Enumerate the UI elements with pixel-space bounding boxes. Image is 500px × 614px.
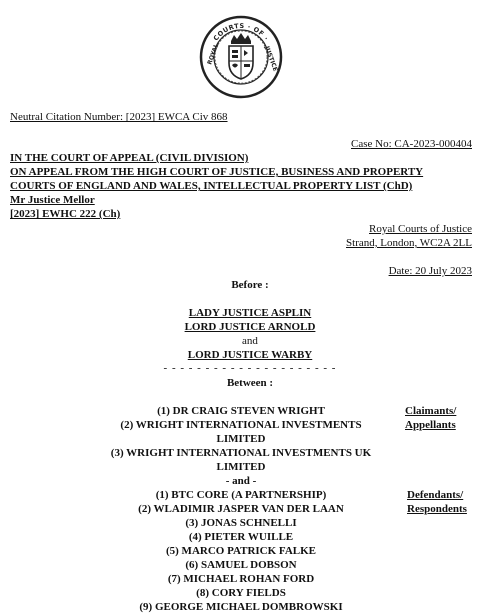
judge-warby: LORD JUSTICE WARBY: [187, 349, 313, 361]
party-name: (4) PIETER WUILLE: [188, 531, 294, 543]
separator-dashes: - - - - - - - - - - - - - - - - - - - - -: [163, 362, 337, 374]
party-name: (2) WRIGHT INTERNATIONAL INVESTMENTS: [120, 419, 362, 431]
court-address-line-2: Strand, London, WC2A 2LL: [346, 237, 472, 249]
party-name: LIMITED: [216, 461, 266, 473]
claimants-role-line-2: Appellants: [405, 419, 456, 431]
party-name: (9) GEORGE MICHAEL DOMBROWSKI: [139, 601, 343, 613]
party-name: (1) BTC CORE (A PARTNERSHIP): [155, 489, 327, 501]
party-name: (5) MARCO PATRICK FALKE: [165, 545, 316, 557]
party-name: (6) SAMUEL DOBSON: [185, 559, 297, 571]
court-header-line-1: IN THE COURT OF APPEAL (CIVIL DIVISION): [10, 152, 249, 164]
neutral-citation-number: Neutral Citation Number: [2023] EWCA Civ 868: [10, 111, 228, 123]
lower-court-citation: [2023] EWHC 222 (Ch): [10, 208, 121, 220]
court-address-line-1: Royal Courts of Justice: [369, 223, 472, 235]
case-number: Case No: CA-2023-000404: [351, 138, 472, 150]
royal-courts-of-justice-seal: [199, 15, 283, 99]
court-header-line-3: COURTS OF ENGLAND AND WALES, INTELLECTUAL PROPERTY LIST (ChD): [10, 180, 413, 192]
defendants-role-line-1: Defendants/: [407, 489, 464, 501]
svg-text:JUSTICE: JUSTICE: [263, 45, 279, 73]
party-name: (7) MICHAEL ROHAN FORD: [167, 573, 315, 585]
claimants-role-line-1: Claimants/: [405, 405, 457, 417]
svg-text:ROYAL: ROYAL: [206, 42, 221, 66]
party-name: (3) WRIGHT INTERNATIONAL INVESTMENTS UK: [110, 447, 372, 459]
party-name: LIMITED: [216, 433, 266, 445]
judge-arnold: LORD JUSTICE ARNOLD: [184, 321, 316, 333]
party-name: (3) JONAS SCHNELLI: [185, 517, 297, 529]
court-header-line-2: ON APPEAL FROM THE HIGH COURT OF JUSTICE, BUSINESS AND PROPERTY: [10, 166, 424, 178]
party-name: (2) WLADIMIR JASPER VAN DER LAAN: [138, 503, 344, 515]
lower-court-judge: Mr Justice Mellor: [10, 194, 95, 206]
party-name: (1) DR CRAIG STEVEN WRIGHT: [157, 405, 325, 417]
svg-text:· · · · · · ·: · · · · · · ·: [230, 79, 252, 88]
party-name: (8) CORY FIELDS: [196, 587, 286, 599]
defendants-role-line-2: Respondents: [407, 503, 467, 515]
before-label: Before :: [231, 279, 269, 291]
svg-text:COURTS · OF ·: COURTS · OF ·: [211, 21, 271, 43]
between-label: Between :: [226, 377, 274, 389]
judgment-date: Date: 20 July 2023: [388, 265, 472, 277]
judges-and-connector: and: [242, 335, 258, 347]
and-separator: - and -: [225, 475, 257, 487]
judge-asplin: LADY JUSTICE ASPLIN: [188, 307, 312, 319]
